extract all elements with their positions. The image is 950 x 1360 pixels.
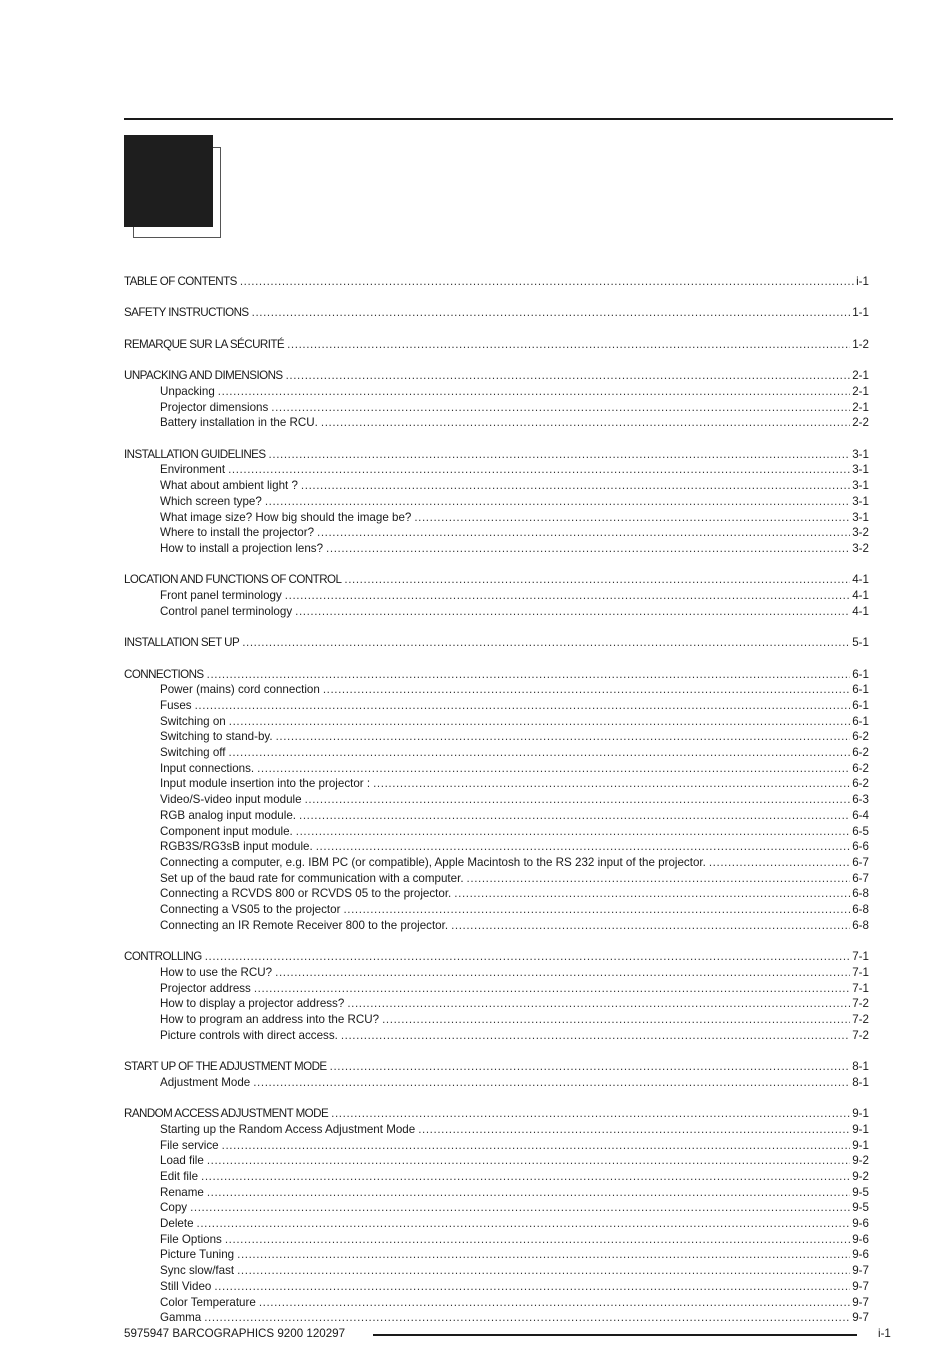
toc-entry-title: Load file (160, 1154, 204, 1168)
toc-dot-leader (225, 1232, 850, 1247)
toc-entry-title: CONNECTIONS (124, 667, 204, 681)
toc-entry-title: CONTROLLING (124, 950, 202, 964)
toc-section-entry[interactable] (160, 965, 869, 980)
toc-section-entry[interactable] (160, 824, 869, 839)
toc-section-entry[interactable] (160, 1028, 869, 1043)
toc-dot-leader (204, 1310, 850, 1325)
toc-entry-title: Color Temperature (160, 1295, 256, 1309)
toc-entry-title: START UP OF THE ADJUSTMENT MODE (124, 1060, 327, 1073)
toc-section-entry[interactable] (160, 761, 869, 776)
toc-section-entry[interactable] (160, 1185, 869, 1200)
toc-section-entry[interactable] (160, 792, 869, 807)
toc-dot-leader (317, 525, 850, 540)
toc-entry-title: UNPACKING AND DIMENSIONS (124, 369, 283, 383)
toc-section-entry[interactable] (160, 384, 869, 399)
toc-chapter-entry[interactable] (124, 274, 869, 289)
toc-section-entry[interactable] (160, 1295, 869, 1310)
toc-chapter-entry[interactable] (124, 1106, 869, 1121)
toc-dot-leader (228, 462, 850, 477)
toc-entry-page: 9-5 (852, 1201, 869, 1215)
toc-entry-page: 9-7 (852, 1279, 869, 1293)
toc-dot-leader (287, 337, 850, 352)
toc-chapter-entry[interactable] (124, 305, 869, 320)
toc-entry-page: 6-1 (852, 667, 869, 681)
toc-entry-title: File Options (160, 1232, 222, 1246)
toc-section-entry[interactable] (160, 588, 869, 603)
toc-section-entry[interactable] (160, 1263, 869, 1278)
toc-entry-title: How to install a projection lens? (160, 541, 324, 555)
toc-entry-page: 4-1 (852, 589, 869, 602)
toc-entry-page: 3-1 (852, 463, 869, 477)
toc-dot-leader (467, 871, 851, 886)
toc-dot-leader (382, 1012, 850, 1027)
toc-section-entry[interactable] (160, 1279, 869, 1294)
toc-entry-page: 2-1 (852, 369, 869, 383)
toc-dot-leader (237, 1263, 850, 1278)
toc-dot-leader (316, 839, 851, 854)
toc-dot-leader (326, 541, 850, 556)
toc-entry-title: How to program an address into the RCU? (160, 1012, 380, 1026)
toc-entry-title: Gamma (160, 1311, 202, 1325)
toc-dot-leader (253, 1075, 850, 1090)
toc-section-entry[interactable] (160, 1232, 869, 1247)
toc-entry-page: 7-1 (852, 981, 869, 995)
toc-entry-title: Copy (160, 1201, 188, 1215)
toc-entry-title: Power (mains) cord connection (160, 683, 320, 697)
toc-entry-title: Fuses (160, 698, 192, 712)
toc-entry-page: 6-1 (852, 683, 869, 697)
toc-entry-title: INSTALLATION GUIDELINES (124, 447, 266, 461)
toc-entry-page: 7-2 (852, 1012, 869, 1026)
toc-entry-page: 6-2 (852, 730, 869, 744)
toc-section-entry[interactable] (160, 541, 869, 556)
toc-dot-leader (237, 1247, 850, 1262)
toc-entry-page: 9-1 (852, 1107, 869, 1121)
toc-section-entry[interactable] (160, 1169, 869, 1184)
footer-page-number: i-1 (878, 1327, 891, 1340)
toc-entry-title: RANDOM ACCESS ADJUSTMENT MODE (124, 1107, 329, 1121)
toc-entry-page: 9-7 (852, 1295, 869, 1309)
toc-dot-leader (207, 1153, 850, 1168)
toc-section-entry[interactable] (160, 400, 869, 415)
toc-section-entry[interactable] (160, 1138, 869, 1153)
toc-dot-leader (201, 1169, 850, 1184)
toc-dot-leader (271, 400, 850, 415)
toc-section-entry[interactable] (160, 415, 869, 430)
toc-dot-leader (299, 808, 850, 823)
toc-entry-title: Projector dimensions (160, 400, 269, 414)
toc-entry-page: 6-8 (852, 918, 869, 932)
toc-dot-leader (285, 588, 850, 603)
toc-entry-page: 6-4 (852, 808, 869, 822)
toc-dot-leader (265, 494, 850, 509)
toc-dot-leader (229, 745, 851, 760)
toc-dot-leader (205, 949, 851, 964)
toc-section-entry[interactable] (160, 776, 869, 791)
toc-dot-leader (257, 761, 850, 776)
toc-entry-title: Edit file (160, 1169, 199, 1183)
toc-dot-leader (207, 667, 851, 682)
toc-chapter-entry[interactable] (124, 368, 869, 383)
toc-entry-title: Switching to stand-by. (160, 730, 273, 744)
toc-section-entry[interactable] (160, 525, 869, 540)
toc-entry-title: LOCATION AND FUNCTIONS OF CONTROL (124, 573, 342, 587)
toc-section-entry[interactable] (160, 462, 869, 477)
toc-entry-page: 9-1 (852, 1122, 869, 1136)
toc-dot-leader (323, 682, 850, 697)
toc-dot-leader (451, 918, 850, 933)
toc-dot-leader (240, 274, 854, 289)
toc-entry-page: 6-7 (852, 871, 869, 885)
toc-entry-page: 9-6 (852, 1248, 869, 1262)
toc-section-entry[interactable] (160, 1153, 869, 1168)
toc-entry-page: 9-6 (852, 1232, 869, 1246)
toc-entry-title: What about ambient light ? (160, 479, 298, 493)
toc-entry-title: RGB3S/RG3sB input module. (160, 840, 313, 854)
toc-dot-leader (414, 510, 850, 525)
toc-entry-title: Video/S-video input module (160, 793, 302, 807)
toc-chapter-entry[interactable] (124, 667, 869, 682)
toc-entry-title: Battery installation in the RCU. (160, 416, 318, 430)
toc-entry-page: 9-5 (852, 1185, 869, 1199)
toc-section-entry[interactable] (160, 886, 869, 901)
toc-dot-leader (229, 714, 850, 729)
toc-section-entry[interactable] (160, 1012, 869, 1027)
toc-entry-title: Which screen type? (160, 494, 262, 508)
toc-section-entry[interactable] (160, 1310, 869, 1325)
toc-chapter-entry[interactable] (124, 635, 869, 650)
toc-entry-page: 8-1 (852, 1075, 869, 1089)
toc-dot-leader (321, 415, 850, 430)
toc-entry-page: 7-1 (852, 965, 869, 979)
toc-entry-page: 3-1 (852, 510, 869, 524)
toc-section-entry[interactable] (160, 1216, 869, 1231)
toc-entry-title: Picture controls with direct access. (160, 1028, 338, 1042)
toc-entry-title: RGB analog input module. (160, 808, 296, 822)
toc-section-entry[interactable] (160, 902, 869, 917)
toc-section-entry[interactable] (160, 981, 869, 996)
toc-section-entry[interactable] (160, 510, 869, 525)
toc-entry-title: Adjustment Mode (160, 1075, 251, 1089)
toc-entry-page: 6-2 (852, 777, 869, 791)
toc-dot-leader (344, 572, 850, 587)
toc-section-entry[interactable] (160, 714, 869, 729)
toc-dot-leader (269, 447, 851, 462)
toc-section-entry[interactable] (160, 682, 869, 697)
toc-section-entry[interactable] (160, 1122, 869, 1137)
toc-section-entry[interactable] (160, 996, 869, 1011)
toc-chapter-entry[interactable] (124, 337, 869, 352)
toc-entry-title: Delete (160, 1217, 194, 1230)
toc-dot-leader (347, 996, 850, 1011)
toc-entry-page: 3-2 (852, 541, 869, 555)
toc-entry-title: Connecting a computer, e.g. IBM PC (or compatible), Apple Macintosh to the RS 232 input of the projector. (160, 855, 706, 869)
toc-section-entry[interactable] (160, 918, 869, 933)
toc-entry-page: 6-8 (852, 887, 869, 901)
chapter-block (124, 135, 213, 227)
toc-entry-page: 6-1 (852, 714, 869, 728)
toc-section-entry[interactable] (160, 494, 869, 509)
toc-entry-page: 6-5 (852, 824, 869, 838)
toc-section-entry[interactable] (160, 604, 869, 619)
toc-entry-page: 3-2 (852, 526, 869, 540)
toc-entry-page: 7-2 (852, 997, 869, 1011)
toc-dot-leader (296, 824, 850, 839)
toc-entry-title: Still Video (160, 1279, 212, 1293)
toc-entry-title: What image size? How big should the image be? (160, 510, 412, 524)
toc-dot-leader (259, 1295, 850, 1310)
toc-entry-title: Component input module. (160, 824, 293, 838)
toc-entry-page: 6-2 (852, 761, 869, 775)
toc-entry-title: Projector address (160, 981, 251, 995)
toc-entry-title: Environment (160, 463, 226, 477)
toc-entry-title: Set up of the baud rate for communication with a computer. (160, 871, 464, 885)
toc-section-entry[interactable] (160, 871, 869, 886)
toc-entry-title: Unpacking (160, 384, 215, 398)
toc-section-entry[interactable] (160, 808, 869, 823)
toc-entry-title: Connecting a VS05 to the projector (160, 903, 341, 916)
toc-entry-title: Where to install the projector? (160, 526, 315, 540)
toc-entry-title: How to use the RCU? (160, 965, 273, 979)
toc-dot-leader (254, 981, 850, 996)
top-rule (124, 118, 893, 120)
toc-dot-leader (197, 1216, 851, 1231)
toc-entry-page: 9-7 (852, 1264, 869, 1278)
toc-entry-page: 2-1 (852, 400, 869, 414)
toc-entry-title: Starting up the Random Access Adjustment Mode (160, 1122, 416, 1136)
toc-entry-page: 9-1 (852, 1138, 869, 1152)
toc-dot-leader (276, 729, 851, 744)
toc-entry-page: 2-2 (852, 416, 869, 430)
toc-dot-leader (454, 886, 850, 901)
toc-section-entry[interactable] (160, 698, 869, 713)
toc-dot-leader (286, 368, 851, 383)
toc-dot-leader (242, 635, 850, 650)
footer-rule (373, 1334, 857, 1336)
toc-entry-page: 5-1 (852, 636, 869, 650)
toc-entry-page: 9-2 (852, 1154, 869, 1168)
toc-section-entry[interactable] (160, 1247, 869, 1262)
toc-entry-title: REMARQUE SUR LA SÉCURITÉ (124, 337, 285, 351)
toc-entry-page: 6-7 (852, 855, 869, 869)
toc-dot-leader (305, 792, 851, 807)
toc-dot-leader (190, 1200, 850, 1215)
toc-section-entry[interactable] (160, 1075, 869, 1090)
toc-entry-page: 3-1 (852, 447, 869, 461)
toc-section-entry[interactable] (160, 729, 869, 744)
toc-entry-page: 3-1 (852, 494, 869, 508)
toc-dot-leader (301, 478, 850, 493)
toc-entry-page: i-1 (856, 275, 869, 288)
toc-entry-page: 6-1 (852, 698, 869, 712)
toc-dot-leader (295, 604, 850, 619)
toc-entry-title: Front panel terminology (160, 589, 282, 602)
toc-entry-page: 6-8 (852, 903, 869, 916)
toc-dot-leader (207, 1185, 850, 1200)
toc-entry-page: 6-3 (852, 793, 869, 807)
toc-entry-title: Switching off (160, 746, 226, 759)
toc-dot-leader (275, 965, 850, 980)
toc-section-entry[interactable] (160, 745, 869, 760)
toc-chapter-entry[interactable] (124, 447, 869, 462)
toc-dot-leader (222, 1138, 851, 1153)
toc-entry-title: Rename (160, 1185, 204, 1199)
toc-entry-title: Connecting an IR Remote Receiver 800 to the projector. (160, 918, 449, 932)
toc-entry-page: 7-1 (852, 950, 869, 964)
toc-entry-page: 7-2 (852, 1028, 869, 1042)
toc-section-entry[interactable] (160, 839, 869, 854)
toc-dot-leader (195, 698, 851, 713)
footer-document-id: 5975947 BARCOGRAPHICS 9200 120297 (124, 1327, 346, 1340)
toc-dot-leader (709, 855, 850, 870)
toc-dot-leader (331, 1106, 850, 1121)
toc-section-entry[interactable] (160, 1200, 869, 1215)
toc-entry-title: Sync slow/fast (160, 1264, 235, 1278)
toc-entry-page: 9-7 (852, 1311, 869, 1325)
toc-entry-title: Switching on (160, 714, 226, 728)
toc-dot-leader (373, 776, 850, 791)
toc-entry-page: 6-6 (852, 840, 869, 854)
toc-entry-title: How to display a projector address? (160, 997, 345, 1011)
toc-entry-page: 8-1 (852, 1060, 869, 1073)
toc-dot-leader (218, 384, 850, 399)
toc-dot-leader (252, 305, 851, 320)
toc-entry-title: Input connections. (160, 761, 255, 775)
toc-entry-title: SAFETY INSTRUCTIONS (124, 306, 249, 320)
toc-entry-page: 3-1 (852, 479, 869, 493)
toc-entry-page: 9-2 (852, 1169, 869, 1183)
toc-entry-page: 1-1 (852, 306, 869, 320)
toc-entry-page: 6-2 (852, 746, 869, 759)
toc-dot-leader (341, 1028, 850, 1043)
toc-entry-page: 4-1 (852, 604, 869, 618)
toc-dot-leader (343, 902, 850, 917)
toc-dot-leader (330, 1059, 851, 1074)
toc-entry-page: 1-2 (852, 337, 869, 351)
toc-entry-title: Connecting a RCVDS 800 or RCVDS 05 to the projector. (160, 887, 452, 901)
toc-entry-page: 9-6 (852, 1217, 869, 1230)
toc-entry-page: 4-1 (852, 573, 869, 587)
toc-chapter-entry[interactable] (124, 572, 869, 587)
toc-entry-title: INSTALLATION SET UP (124, 636, 240, 650)
toc-chapter-entry[interactable] (124, 949, 869, 964)
toc-entry-title: Control panel terminology (160, 604, 293, 618)
toc-entry-title: File service (160, 1138, 219, 1152)
toc-dot-leader (418, 1122, 850, 1137)
toc-entry-title: Picture Tuning (160, 1248, 235, 1262)
toc-dot-leader (214, 1279, 850, 1294)
toc-section-entry[interactable] (160, 855, 869, 870)
toc-entry-page: 2-1 (852, 384, 869, 398)
toc-entry-title: Input module insertion into the projector : (160, 777, 371, 791)
toc-section-entry[interactable] (160, 478, 869, 493)
toc-chapter-entry[interactable] (124, 1059, 869, 1074)
toc-entry-title: TABLE OF CONTENTS (124, 275, 237, 288)
